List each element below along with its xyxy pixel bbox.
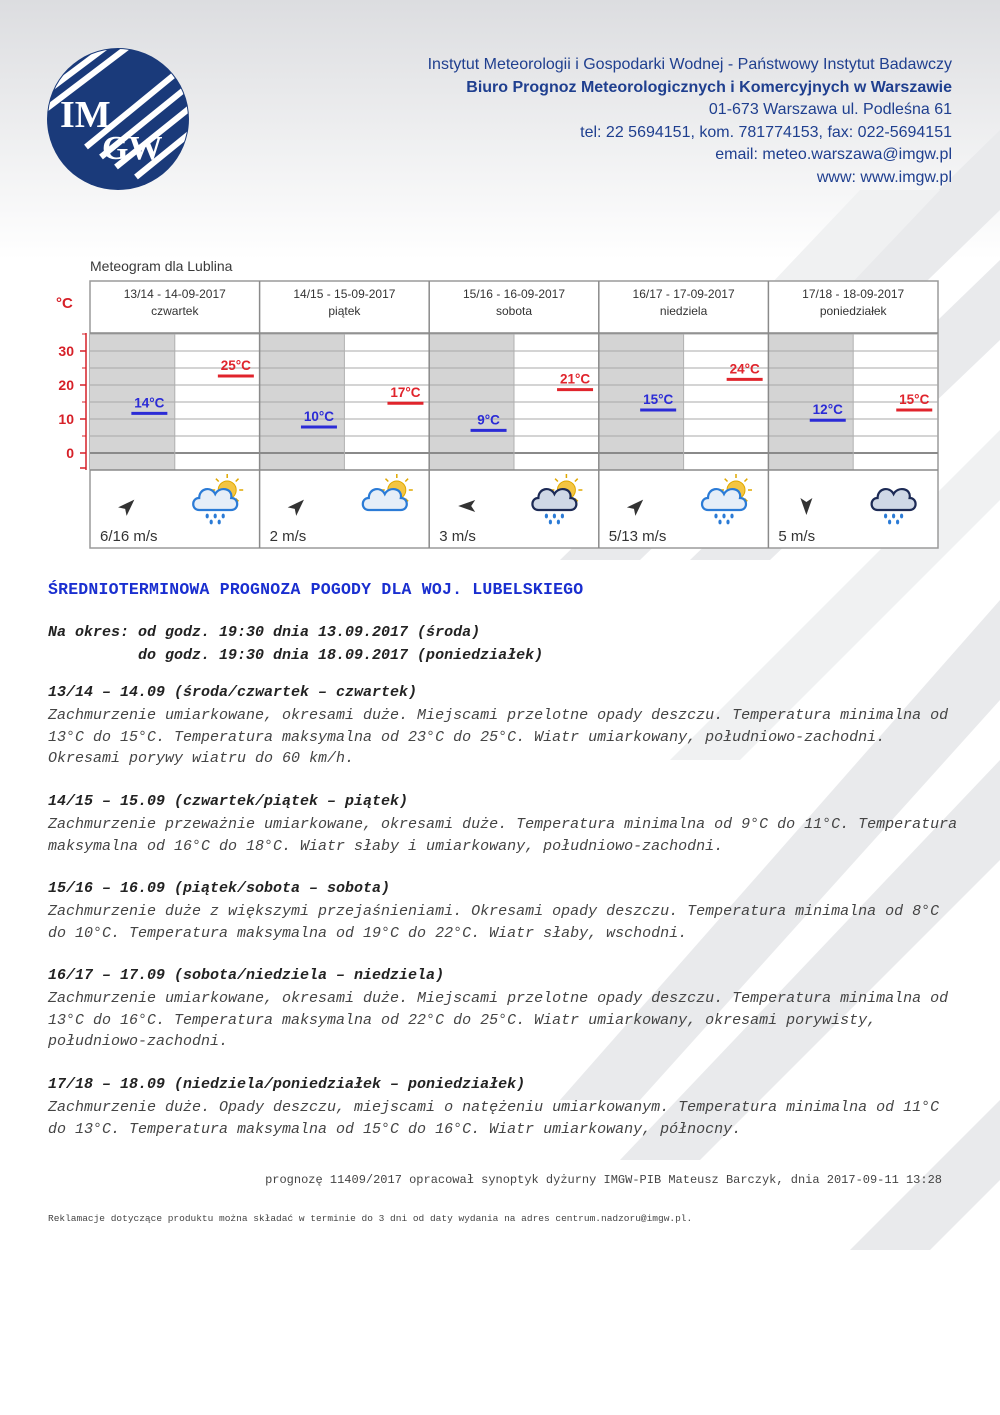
rain-drop: [884, 514, 887, 519]
cloud-icon: [872, 489, 916, 510]
wind-speed-label: 6/16 m/s: [100, 528, 158, 545]
forecast-title: ŚREDNIOTERMINOWA PROGNOZA POGODY DLA WOJ. LUBELSKIEGO: [48, 580, 584, 599]
day-weekday-label: piątek: [328, 304, 361, 318]
address: 01-673 Warszawa ul. Podleśna 61: [708, 101, 952, 119]
rain-drop: [561, 514, 564, 519]
rain-drop: [718, 520, 721, 525]
wind-speed-label: 5/13 m/s: [608, 528, 667, 545]
y-tick-label: 30: [58, 343, 74, 359]
tmin-label: 14°C: [134, 395, 165, 411]
wind-speed-label: 2 m/s: [269, 528, 307, 545]
forecast-period: [48, 621, 543, 667]
tmin-label: 10°C: [303, 409, 335, 424]
cloud-icon: [532, 489, 576, 510]
day-heading: 14/15 – 15.09 (czwartek/piątek – piątek): [48, 793, 409, 810]
day-date-label: 17/18 - 18-09-2017: [802, 287, 905, 301]
rain-drop: [214, 514, 217, 519]
day-date-label: 13/14 - 14-09-2017: [123, 287, 226, 301]
rain-drop: [206, 514, 209, 519]
day-heading: 13/14 – 14.09 (środa/czwartek – czwartek): [48, 684, 418, 701]
day-heading: 15/16 – 16.09 (piątek/sobota – sobota): [48, 880, 391, 897]
cloud-icon: [363, 489, 407, 510]
tmax-label: 21°C: [559, 371, 591, 387]
bureau-name: Biuro Prognoz Meteorologicznych i Komercyjnych w Warszawie: [466, 78, 952, 96]
forecast-day-3: [48, 878, 958, 944]
phone: tel: 22 5694151, kom. 781774153, fax: 022-5694151: [580, 123, 952, 141]
rain-drop: [888, 520, 891, 525]
period-from: Na okres: od godz. 19:30 dnia 13.09.2017 (środa): [48, 624, 481, 641]
rain-drop: [730, 514, 733, 519]
tmax-label: 25°C: [220, 358, 251, 373]
rain-drop: [557, 520, 560, 525]
forecast-day-1: [48, 682, 958, 770]
day-date-label: 16/17 - 17-09-2017: [632, 287, 735, 301]
rain-drop: [892, 514, 895, 519]
author-note: prognozę 11409/2017 opracował synoptyk dyżurny IMGW-PIB Mateusz Barczyk, dnia 2017-09-11 13:28: [265, 1173, 942, 1187]
cloud-icon: [702, 489, 746, 510]
day-heading: 17/18 – 18.09 (niedziela/poniedziałek – poniedziałek): [48, 1076, 526, 1093]
day-weekday-label: czwartek: [151, 304, 199, 318]
meteogram-unit: °C: [56, 295, 73, 312]
logo-text-top: IM: [60, 94, 111, 136]
y-tick-label: 0: [66, 445, 74, 461]
day-text: Zachmurzenie umiarkowane, okresami duże. Miejscami przelotne opady deszczu. Temperatura minimalna od 13°C do 16°C. Temperatura maksymalna od 22°C do 25°C. Wiatr umiarkowany, okresami porywisty, południowo-zachodni.: [48, 990, 949, 1051]
rain-drop: [722, 514, 725, 519]
tmax-label: 24°C: [729, 361, 760, 377]
forecast-day-2: [48, 791, 958, 857]
meteogram-title: Meteogram dla Lublina: [90, 258, 233, 274]
rain-drop: [545, 514, 548, 519]
day-weekday-label: niedziela: [659, 304, 708, 318]
email[interactable]: email: meteo.warszawa@imgw.pl: [715, 146, 952, 164]
day-text: Zachmurzenie umiarkowane, okresami duże. Miejscami przelotne opady deszczu. Temperatura minimalna od 13°C do 15°C. Temperatura maksymalna od 23°C do 25°C. Wiatr umiarkowany, południowo-zachodni. Okresami porywy wiatru do 60 km/h.: [48, 707, 949, 768]
tmax-label: 17°C: [390, 385, 421, 401]
wind-speed-label: 3 m/s: [439, 528, 476, 545]
day-weekday-label: poniedziałek: [819, 304, 887, 318]
period-to: do godz. 19:30 dnia 18.09.2017 (poniedziałek): [48, 647, 544, 664]
tmin-label: 9°C: [477, 412, 500, 428]
complaints-note[interactable]: Reklamacje dotyczące produktu można składać w terminie do 3 dni od daty wydania na adres centrum.nadzoru@imgw.pl.: [48, 1213, 693, 1224]
day-date-label: 15/16 - 16-09-2017: [462, 287, 566, 301]
logo-text-bottom: GW: [102, 130, 163, 167]
day-heading: 16/17 – 17.09 (sobota/niedziela – niedziela): [48, 967, 445, 984]
rain-drop: [896, 520, 899, 525]
tmin-label: 15°C: [643, 392, 674, 407]
day-text: Zachmurzenie przeważnie umiarkowane, okresami duże. Temperatura minimalna od 9°C do 11°C. Temperatura maksymalna od 16°C do 18°C. Wiatr słaby i umiarkowany, południowo-zachodni.: [48, 816, 958, 855]
y-tick-label: 10: [58, 411, 74, 427]
website[interactable]: www: www.imgw.pl: [816, 168, 952, 186]
day-date-label: 14/15 - 15-09-2017: [293, 287, 396, 301]
rain-drop: [553, 514, 556, 519]
y-tick-label: 20: [58, 377, 74, 393]
institute-name: Instytut Meteorologii i Gospodarki Wodnej - Państwowy Instytut Badawczy: [427, 56, 952, 73]
rain-drop: [549, 520, 552, 525]
wind-speed-label: 5 m/s: [778, 528, 816, 545]
forecast-day-5: [48, 1074, 958, 1140]
tmax-label: 15°C: [899, 392, 930, 407]
day-weekday-label: sobota: [495, 304, 533, 318]
rain-drop: [218, 520, 221, 525]
rain-drop: [900, 514, 903, 519]
rain-drop: [222, 514, 225, 519]
forecast-day-4: [48, 965, 958, 1053]
day-text: Zachmurzenie duże z większymi przejaśnieniami. Okresami opady deszczu. Temperatura minimalna od 8°C do 10°C. Temperatura maksymalna od 19°C do 22°C. Wiatr słaby, wschodni.: [48, 903, 940, 942]
meteogram-chart: [0, 0, 1000, 560]
rain-drop: [714, 514, 717, 519]
rain-drop: [210, 520, 213, 525]
cloud-icon: [193, 489, 237, 510]
rain-drop: [726, 520, 729, 525]
tmin-label: 12°C: [812, 402, 843, 418]
day-text: Zachmurzenie duże. Opady deszczu, miejscami o natężeniu umiarkowanym. Temperatura minimalna od 11°C do 13°C. Temperatura maksymalna od 15°C do 16°C. Wiatr umiarkowany, północny.: [48, 1099, 940, 1138]
